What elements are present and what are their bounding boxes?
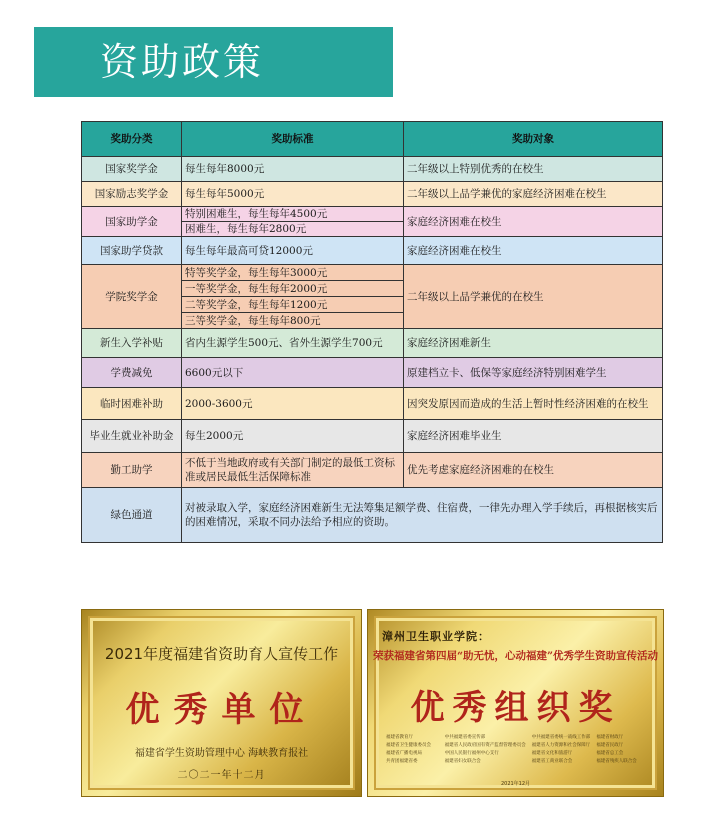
row-standard: 困难生，每生每年2800元	[182, 222, 404, 237]
title-banner	[34, 27, 393, 97]
plaque-issuers: 福建省学生资助管理中心 海峡教育报社	[134, 748, 309, 759]
issuer: 中国人民银行福州中心支行	[444, 751, 499, 756]
row-target: 优先考虑家庭经济困难的在校生	[404, 453, 663, 488]
table-row	[82, 388, 663, 420]
table-row	[82, 329, 663, 358]
plaque-issuer-list	[386, 734, 649, 765]
row-standard: 每生每年最高可贷12000元	[182, 237, 404, 265]
award-plaque-outstanding-unit	[81, 609, 362, 797]
row-standard: 三等奖学金，每生每年800元	[182, 313, 404, 329]
issuer: 福建省总工会	[596, 751, 624, 756]
page-title: 资助政策	[100, 40, 265, 84]
table-row	[82, 488, 663, 543]
issuer: 共青团福建省委	[386, 759, 418, 764]
row-category: 绿色通道	[82, 488, 182, 543]
policy-table	[81, 121, 663, 543]
plaque-event: 荣获福建省第四届“助无忧，心动福建”优秀学生资助宣传活动	[372, 650, 659, 662]
row-standard: 二等奖学金，每生每年1200元	[182, 297, 404, 313]
issuer: 福建省文化和旅游厅	[531, 751, 573, 756]
plaque-recipient: 漳州卫生职业学院：	[382, 630, 490, 643]
table-row	[82, 207, 663, 222]
row-category: 国家励志奖学金	[82, 182, 182, 207]
row-category: 勤工助学	[82, 453, 182, 488]
issuer: 福建省工商业联合会	[531, 759, 573, 764]
award-plaque-organization-award	[367, 609, 664, 797]
table-row	[82, 157, 663, 182]
table-row	[82, 453, 663, 488]
issuer: 福建省卫生健康委员会	[386, 743, 431, 748]
plaque-title: 2021年度福建省资助育人宣传工作	[104, 645, 339, 663]
row-standard: 不低于当地政府或有关部门制定的最低工资标准或居民最低生活保障标准	[182, 453, 404, 488]
row-standard: 每生2000元	[182, 420, 404, 453]
row-target: 二年级以上特别优秀的在校生	[404, 157, 663, 182]
row-category: 新生入学补贴	[82, 329, 182, 358]
row-standard: 特别困难生，每生每年4500元	[182, 207, 404, 222]
issuer: 福建省财政厅	[596, 735, 624, 740]
issuer: 福建省教育厅	[386, 735, 413, 740]
row-standard: 每生每年8000元	[182, 157, 404, 182]
row-standard: 一等奖学金，每生每年2000元	[182, 281, 404, 297]
row-target: 二年级以上品学兼优的在校生	[404, 265, 663, 329]
row-category: 临时困难补助	[82, 388, 182, 420]
table-row	[82, 358, 663, 388]
plaque-award: 优秀组织奖	[410, 688, 621, 728]
row-standard: 省内生源学生500元、省外生源学生700元	[182, 329, 404, 358]
plaque-date: 2021年12月	[500, 781, 531, 787]
plaque-award: 优秀单位	[125, 690, 318, 730]
header-standard: 奖助标准	[182, 122, 404, 157]
issuer: 福建省人力资源和社会保障厅	[531, 743, 591, 748]
table-row	[82, 237, 663, 265]
header-category: 奖助分类	[82, 122, 182, 157]
table-row	[82, 420, 663, 453]
row-category: 国家助学贷款	[82, 237, 182, 265]
row-standard: 每生每年5000元	[182, 182, 404, 207]
plaque-date: 二〇二一年十二月	[177, 770, 266, 781]
row-standard: 特等奖学金，每生每年3000元	[182, 265, 404, 281]
issuer: 中共福建省委宣传部	[444, 735, 486, 740]
table-row	[82, 182, 663, 207]
green-channel-text: 对被录取入学，家庭经济困难新生无法筹集足额学费、住宿费，一律先办理入学手续后，再根据核实后的困难情况，采取不同办法给予相应的资助。	[182, 488, 663, 543]
row-target: 原建档立卡、低保等家庭经济特别困难学生	[404, 358, 663, 388]
table-header-row	[82, 122, 663, 157]
row-standard: 2000-3600元	[182, 388, 404, 420]
issuer: 福建省人民政府国有资产监督管理委员会	[444, 743, 526, 748]
row-target: 因突发原因而造成的生活上暂时性经济困难的在校生	[404, 388, 663, 420]
table-row	[82, 265, 663, 281]
row-category: 国家助学金	[82, 207, 182, 237]
row-target: 家庭经济困难新生	[404, 329, 663, 358]
row-target: 家庭经济困难在校生	[404, 207, 663, 237]
row-category: 毕业生就业补助金	[82, 420, 182, 453]
issuer: 福建省残疾人联合会	[596, 759, 637, 764]
header-target: 奖助对象	[404, 122, 663, 157]
issuer: 中共福建省委统一战线工作部	[531, 735, 591, 740]
issuer: 福建省妇女联合会	[444, 759, 481, 764]
row-category: 学院奖学金	[82, 265, 182, 329]
row-target: 家庭经济困难在校生	[404, 237, 663, 265]
row-category: 国家奖学金	[82, 157, 182, 182]
row-target: 二年级以上品学兼优的家庭经济困难在校生	[404, 182, 663, 207]
row-target: 家庭经济困难毕业生	[404, 420, 663, 453]
row-category: 学费减免	[82, 358, 182, 388]
row-standard: 6600元以下	[182, 358, 404, 388]
issuer: 福建省广播电视局	[386, 751, 422, 756]
issuer: 福建省民政厅	[596, 743, 624, 748]
